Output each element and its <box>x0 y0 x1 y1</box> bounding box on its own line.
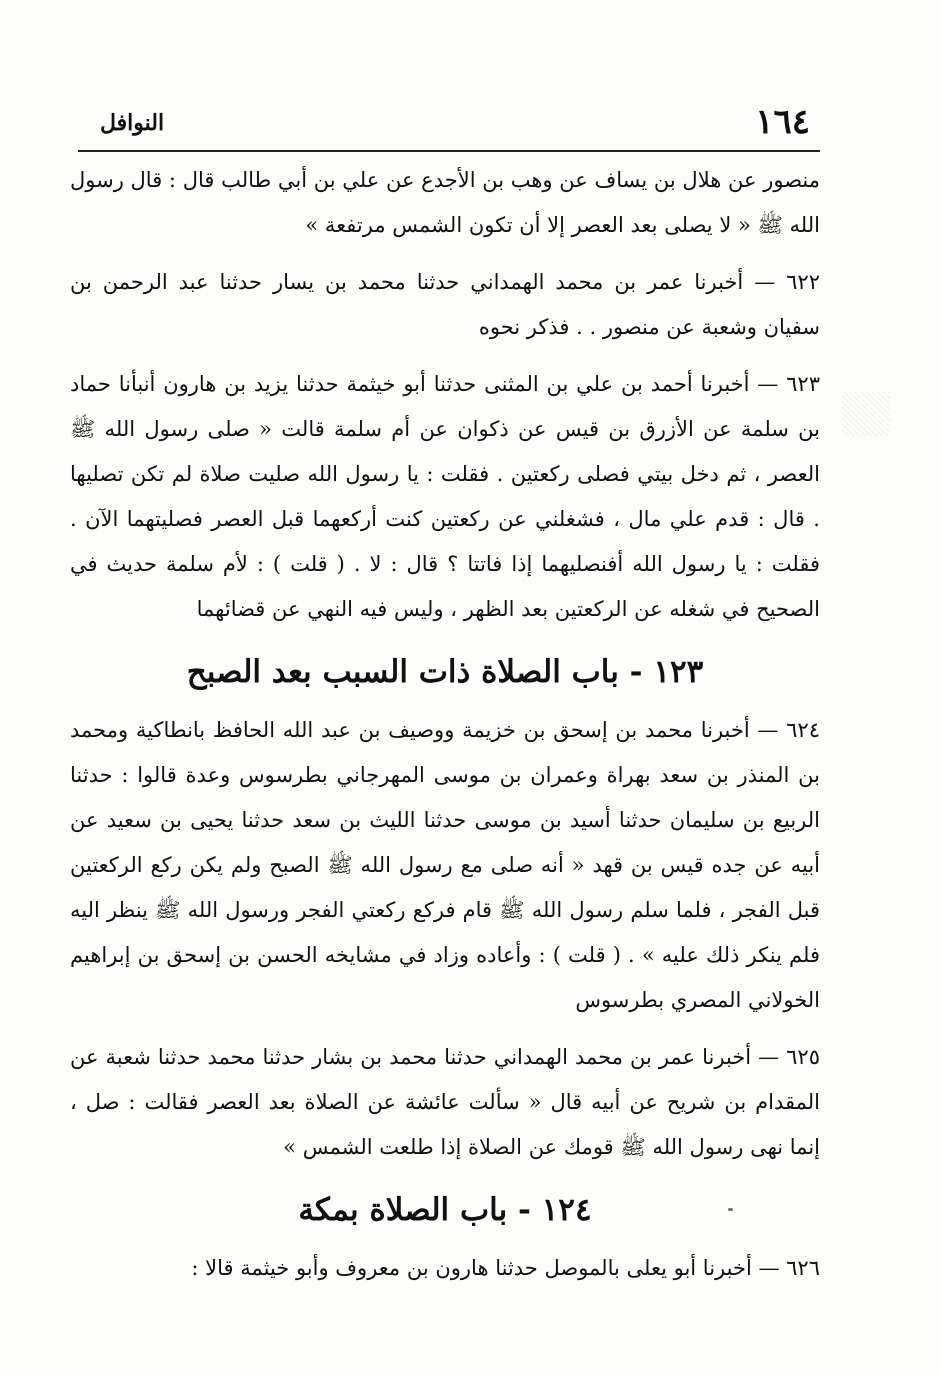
hadith-625: ٦٢٥ — أخبرنا عمر بن محمد الهمداني حدثنا محمد بن بشار حدثنا محمد حدثنا شعبة عن المقدام بن شريح عن أبيه قال « سألت عائشة عن الصلاة بعد العصر فقالت : صل ، إنما نهى رسول الله ﷺ قومك عن الصلاة إذا طلعت الشمس » <box>70 1045 820 1159</box>
page-number: ١٦٤ <box>755 102 810 142</box>
page-header <box>78 100 818 152</box>
hadith-623: ٦٢٣ — أخبرنا أحمد بن علي بن المثنى حدثنا أبو خيثمة حدثنا يزيد بن هارون أنبأنا حماد بن سلمة عن الأزرق بن قيس عن ذكوان عن أم سلمة قالت « صلى رسول الله ﷺ العصر ، ثم دخل بيتي فصلى ركعتين . فقلت : يا رسول الله صليت صلاة لم تكن تصليها . قال : قدم علي مال ، فشغلني عن ركعتين كنت أركعهما قبل العصر فصليتهما الآن . فقلت : يا رسول الله أفنصليهما إذا فاتتا ؟ قال : لا . ( قلت ) : لأم سلمة حديث في الصحيح في شغله عن الركعتين بعد الظهر ، وليس فيه النهي عن قضائهما <box>70 372 820 621</box>
scan-speck <box>728 1208 733 1211</box>
hadith-622: ٦٢٢ — أخبرنا عمر بن محمد الهمداني حدثنا محمد بن يسار حدثنا عبد الرحمن بن سفيان وشعبة عن منصور . . فذكر نحوه <box>70 270 820 339</box>
header-rule <box>78 150 820 152</box>
paragraph-continued: منصور عن هلال بن يساف عن وهب بن الأجدع عن علي بن أبي طالب قال : قال رسول الله ﷺ « لا يصلى بعد العصر إلا أن تكون الشمس مرتفعة » <box>70 168 820 237</box>
chapter-heading-123: ١٢٣ - باب الصلاة ذات السبب بعد الصبح <box>186 654 704 690</box>
scan-noise <box>842 392 890 436</box>
page-body <box>70 158 820 1303</box>
running-title: النوافل <box>100 110 165 136</box>
chapter-heading-124: ١٢٤ - باب الصلاة بمكة <box>298 1192 592 1228</box>
hadith-626: ٦٢٦ — أخبرنا أبو يعلى بالموصل حدثنا هارون بن معروف وأبو خيثمة قالا : <box>191 1256 820 1280</box>
hadith-624: ٦٢٤ — أخبرنا محمد بن إسحق بن خزيمة ووصيف بن عبد الله الحافظ بانطاكية ومحمد بن المنذر بن سعد بهراة وعمران بن موسى المهرجاني بطرسوس وعدة قالوا : حدثنا الربيع بن سليمان حدثنا أسيد بن موسى حدثنا الليث بن سعد حدثنا يحيى بن سعيد عن أبيه عن جده قيس بن قهد « أنه صلى مع رسول الله ﷺ الصبح ولم يكن ركع الركعتين قبل الفجر ، فلما سلم رسول الله ﷺ قام فركع ركعتي الفجر ورسول الله ﷺ ينظر اليه فلم ينكر ذلك عليه » . ( قلت ) : وأعاده وزاد في مشايخه الحسن بن إسحق بن إبراهيم الخولاني المصري بطرسوس <box>70 718 820 1012</box>
